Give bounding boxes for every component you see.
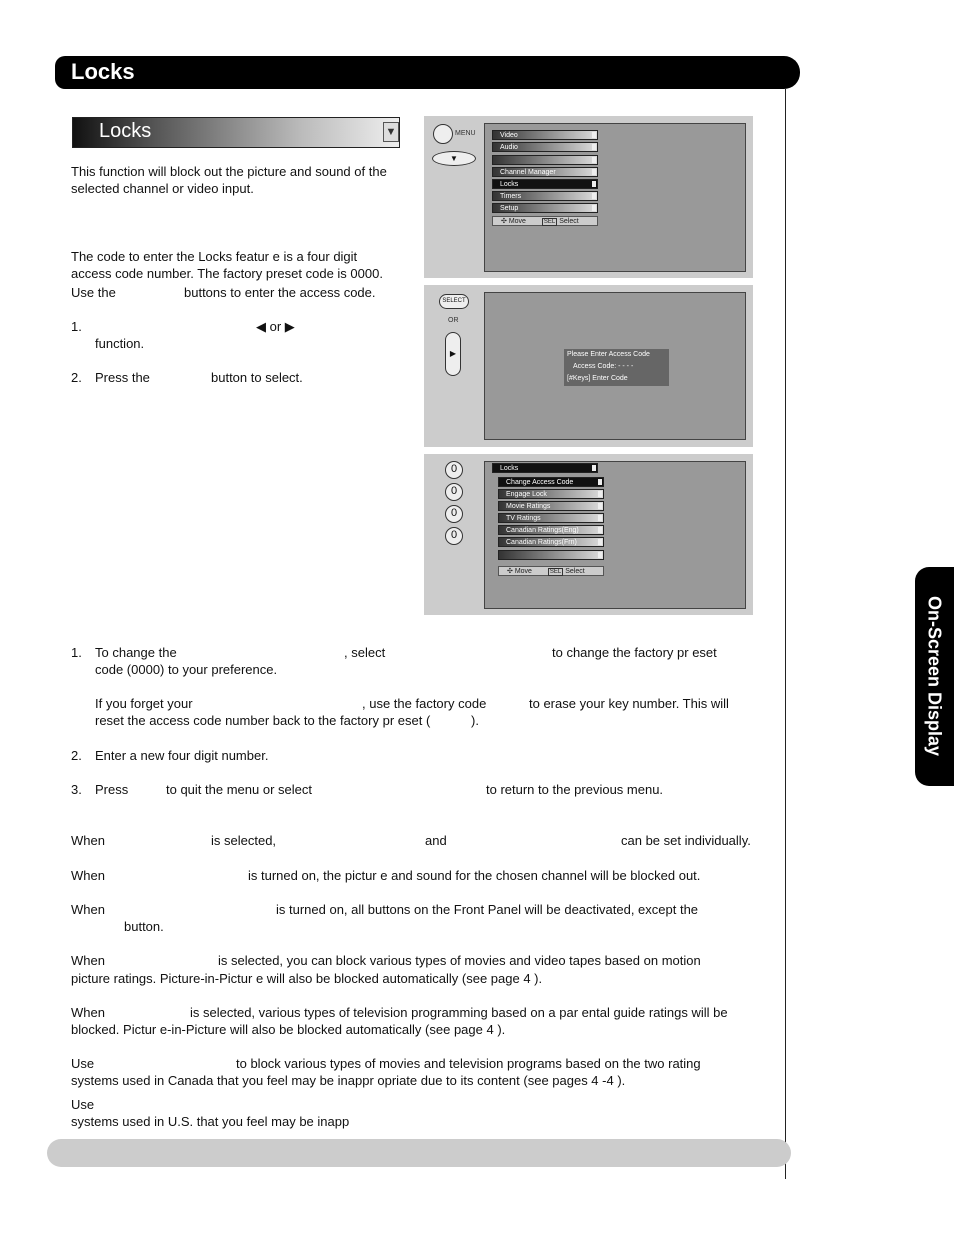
side-tab-label: On-Screen Display xyxy=(924,595,945,757)
cursor-right-button: ▶ xyxy=(445,332,461,376)
step-2-a: Press the xyxy=(95,370,150,385)
stepb-3-b: to quit the menu or select xyxy=(166,782,312,797)
note-5-c: blocked. Pictur e-in-Picture will also be blocked automatically (see page 4 ). xyxy=(71,1022,506,1037)
note-2-a: When xyxy=(71,868,105,883)
stepb-3-number: 3. xyxy=(71,782,82,797)
stepb-2-text: Enter a new four digit number. xyxy=(95,748,269,763)
locks-item-canadian-eng: Canadian Ratings(Eng) xyxy=(498,525,604,535)
step-2-number: 2. xyxy=(71,370,82,385)
menu-item-video: Video xyxy=(492,130,598,140)
stepb-1-b: , select xyxy=(344,645,386,660)
note-3-a: When xyxy=(71,902,105,917)
code-line-2: access code number. The factory preset code is 0000. xyxy=(71,266,383,281)
note-4-a: When xyxy=(71,953,105,968)
note-4-b: is selected, you can block various types of movies and video tapes based on motion xyxy=(218,953,701,968)
digit-button-2: 0 xyxy=(445,483,463,501)
section-title: Locks xyxy=(99,120,152,142)
forget-e: ). xyxy=(471,713,479,728)
stepb-1-c: to change the factory pr eset xyxy=(552,645,717,660)
locks-item-engage-lock: Engage Lock xyxy=(498,489,604,499)
digit-button-1: 0 xyxy=(445,461,463,479)
access-code-dialog xyxy=(564,349,669,386)
digit-button-3: 0 xyxy=(445,505,463,523)
step-1-arrows: ◀ or ▶ xyxy=(256,319,295,334)
select-label: Select xyxy=(565,568,585,575)
move-label: Move xyxy=(508,218,526,225)
note-6-c: systems used in Canada that you feel may be inappr opriate due to its content (see pages 4 -4 ). xyxy=(71,1073,626,1088)
or-label: OR xyxy=(448,317,459,324)
note-7-a: Use xyxy=(71,1097,95,1112)
header-bar xyxy=(55,56,800,89)
locks-item-movie-ratings: Movie Ratings xyxy=(498,501,604,511)
menu-item-timers: Timers xyxy=(492,191,598,201)
note-1-c: and xyxy=(425,833,447,848)
note-6-a: Use xyxy=(71,1056,95,1071)
forget-c: to erase your key number. This will xyxy=(529,696,729,711)
move-icon: ✣ xyxy=(501,218,507,225)
dialog-hint: [#Keys] Enter Code xyxy=(567,375,628,382)
sel-icon: SEL xyxy=(543,219,556,225)
intro-line-2: selected channel or video input. xyxy=(71,181,254,196)
step-1-number: 1. xyxy=(71,319,82,334)
note-1-d: can be set individually. xyxy=(621,833,751,848)
locks-menu-title: Locks xyxy=(492,463,598,473)
locks-item-change-access-code: Change Access Code xyxy=(498,477,604,487)
menu-footer-1 xyxy=(492,216,598,226)
forget-d: reset the access code number back to the factory pr eset ( xyxy=(95,713,431,728)
note-5-a: When xyxy=(71,1005,105,1020)
sel-icon: SEL xyxy=(549,569,562,575)
intro-line-1: This function will block out the picture and sound of the xyxy=(71,164,387,179)
forget-a: If you forget your xyxy=(95,696,193,711)
note-2-b: is turned on, the pictur e and sound for the chosen channel will be blocked out. xyxy=(248,868,701,883)
locks-item-blank xyxy=(498,550,604,560)
note-5-b: is selected, various types of television programming based on a par ental guide ratings will be xyxy=(190,1005,728,1020)
note-6-b: to block various types of movies and television programs based on the two rating xyxy=(236,1056,701,1071)
stepb-2-number: 2. xyxy=(71,748,82,763)
code-line-1: The code to enter the Locks featur e is a four digit xyxy=(71,249,358,264)
locks-item-canadian-frn: Canadian Ratings(Frn) xyxy=(498,537,604,547)
divider-line xyxy=(785,89,786,1179)
menu-footer-3 xyxy=(498,566,604,576)
note-3-b: is turned on, all buttons on the Front Panel will be deactivated, except the xyxy=(276,902,699,917)
dialog-access-code: Access Code: - - - - xyxy=(573,363,634,370)
chevron-down-icon: ▼ xyxy=(383,122,399,142)
step-1-cont: function. xyxy=(95,336,145,351)
move-icon: ✣ xyxy=(507,568,513,575)
note-1-a: When xyxy=(71,833,105,848)
menu-item-channel-manager: Channel Manager xyxy=(492,167,598,177)
code-line-3b: buttons to enter the access code. xyxy=(184,285,376,300)
stepb-3-c: to return to the previous menu. xyxy=(486,782,664,797)
dialog-title: Please Enter Access Code xyxy=(567,351,650,358)
select-label: Select xyxy=(559,218,579,225)
menu-item-locks: Locks xyxy=(492,179,598,189)
stepb-1-number: 1. xyxy=(71,645,82,660)
note-3-c: button. xyxy=(124,919,164,934)
stepb-1-a: To change the xyxy=(95,645,177,660)
note-7-b: systems used in U.S. that you feel may be inapp xyxy=(71,1114,350,1129)
move-label: Move xyxy=(514,568,532,575)
step-2-b: button to select. xyxy=(211,370,303,385)
menu-button xyxy=(433,124,453,144)
forget-b: , use the factory code xyxy=(362,696,487,711)
footer-bar xyxy=(47,1139,791,1167)
digit-button-4: 0 xyxy=(445,527,463,545)
page-title: Locks xyxy=(71,59,135,84)
note-1-b: is selected, xyxy=(211,833,277,848)
select-button: SELECT xyxy=(439,294,469,309)
note-4-c: picture ratings. Picture-in-Pictur e will also be blocked automatically (see page 4 ). xyxy=(71,971,543,986)
menu-item-setup: Setup xyxy=(492,203,598,213)
stepb-3-a: Press xyxy=(95,782,129,797)
menu-item-blank xyxy=(492,155,598,165)
locks-item-tv-ratings: TV Ratings xyxy=(498,513,604,523)
menu-label: MENU xyxy=(455,130,476,137)
code-line-3a: Use the xyxy=(71,285,116,300)
menu-item-audio: Audio xyxy=(492,142,598,152)
cursor-down-button: ▼ xyxy=(432,151,476,166)
stepb-1-cont: code (0000) to your preference. xyxy=(95,662,278,677)
